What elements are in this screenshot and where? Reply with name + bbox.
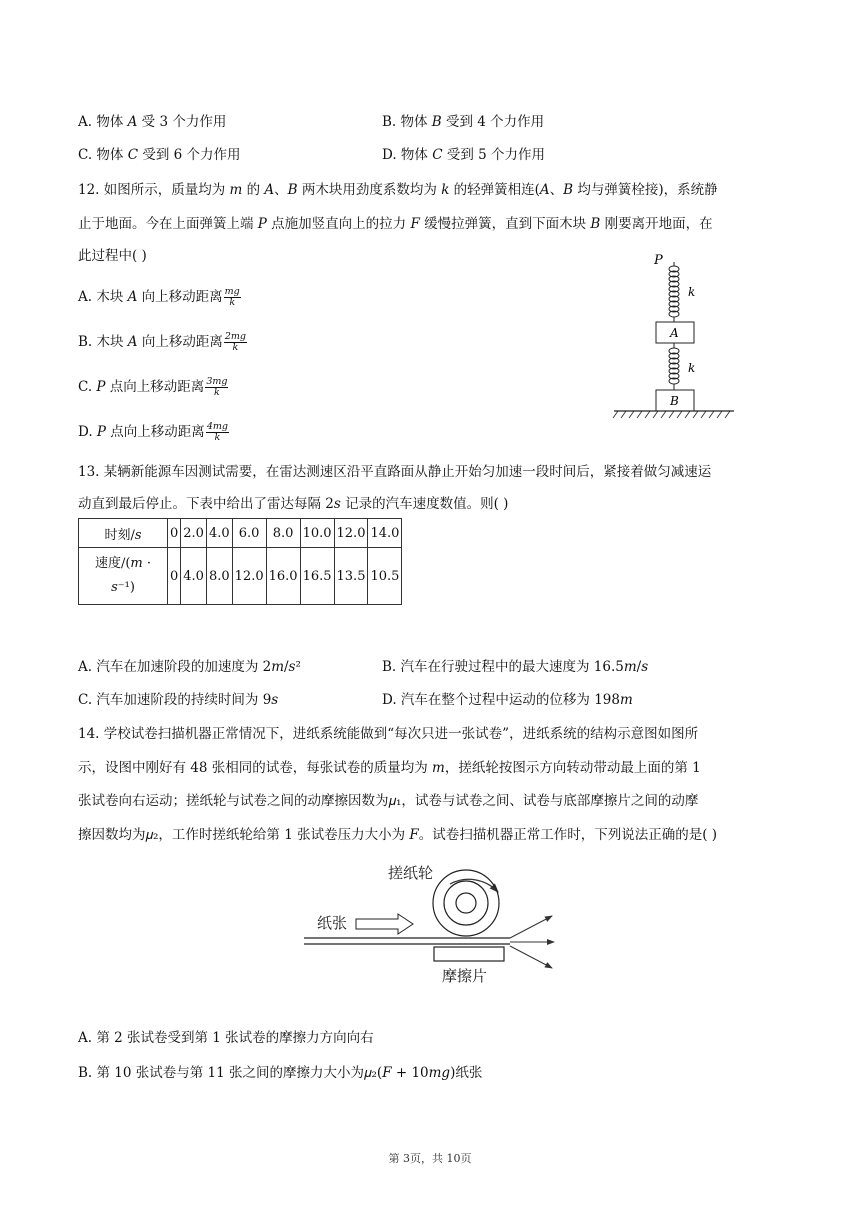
q11-option-d: D. 物体 𝐶 受到 5 个力作用 xyxy=(382,147,546,163)
label-a: A xyxy=(670,326,679,340)
q13-option-c: C. 汽车加速阶段的持续时间为 9𝑠 xyxy=(78,692,279,708)
q13-stem-line1: 13. 某辆新能源车因测试需要，在雷达测速区沿平直路面从静止开始匀加速一段时间后，紧接着做匀减速运 xyxy=(78,464,712,480)
label-p: P xyxy=(654,253,663,268)
q12-stem-line3: 此过程中( ) xyxy=(78,248,147,264)
table-cell: 14.0 xyxy=(368,519,402,548)
q14-stem-line4: 擦因数均为𝜇₂，工作时搓纸轮给第 1 张试卷压力大小为 𝐹。试卷扫描机器正常工作时，下列说法正确的是( ) xyxy=(78,827,718,843)
q11-option-b: B. 物体 𝐵 受到 4 个力作用 xyxy=(382,114,545,130)
table-cell: 16.5 xyxy=(300,548,334,605)
q14-stem-line1: 14. 学校试卷扫描机器正常情况下，进纸系统能做到“每次只进一张试卷”，进纸系统的结构示意图如图所 xyxy=(78,726,699,742)
fraction: $\frac{2mg}{k}$ xyxy=(224,331,246,353)
roller-label: 搓纸轮 xyxy=(388,864,434,882)
q12-stem-line1: 12. 如图所示，质量均为 𝑚 的 𝐴、𝐵 两木块用劲度系数均为 𝑘 的轻弹簧相连(𝐴、𝐵 均与弹簧栓接)，系统静 xyxy=(78,182,718,198)
table-cell: 4.0 xyxy=(206,519,232,548)
fraction: $\frac{mg}{k}$ xyxy=(224,286,240,308)
table-header-speed: 速度/(𝑚 · 𝑠⁻¹) xyxy=(79,548,168,605)
q14-option-a: A. 第 2 张试卷受到第 1 张试卷的摩擦力方向向右 xyxy=(78,1030,374,1046)
q11-option-c: C. 物体 𝐶 受到 6 个力作用 xyxy=(78,147,241,163)
table-cell: 8.0 xyxy=(206,548,232,605)
paper-label: 纸张 xyxy=(317,914,348,932)
paper-direction-arrow-icon xyxy=(356,914,413,934)
upper-spring xyxy=(669,262,679,322)
table-cell: 8.0 xyxy=(266,519,300,548)
output-arrow-up-icon xyxy=(510,916,552,938)
table-cell: 10.0 xyxy=(300,519,334,548)
q11-option-a: A. 物体 𝐴 受 3 个力作用 xyxy=(78,114,227,130)
table-cell: 12.0 xyxy=(232,548,266,605)
q14-stem-line2: 示，设图中刚好有 48 张相同的试卷，每张试卷的质量均为 𝑚，搓纸轮按图示方向转动带动最上面的第 1 xyxy=(78,760,701,776)
output-arrow-down-icon xyxy=(510,946,552,968)
q14-option-b: B. 第 10 张试卷与第 11 张之间的摩擦力大小为𝜇₂(𝐹 + 10𝑚𝑔)纸张 xyxy=(78,1065,483,1081)
fraction: $\frac{3mg}{k}$ xyxy=(206,376,228,398)
q12-option-a: A. 木块 𝐴 向上移动距离 $\frac{mg}{k}$ xyxy=(78,286,240,308)
page-footer: 第 3页，共 10页 xyxy=(388,1152,472,1165)
friction-pad xyxy=(434,947,504,961)
spring-block-figure xyxy=(612,250,742,425)
label-k-upper: k xyxy=(688,285,696,299)
ground-hatch xyxy=(613,411,730,418)
table-cell: 0 xyxy=(168,519,181,548)
q13-option-d: D. 汽车在整个过程中运动的位移为 198𝑚 xyxy=(382,692,633,708)
table-cell: 2.0 xyxy=(181,519,207,548)
q12-option-c: C. 𝑃 点向上移动距离 $\frac{3mg}{k}$ xyxy=(78,376,228,398)
label-b: B xyxy=(670,394,679,408)
lower-spring xyxy=(669,343,679,390)
q14-stem-line3: 张试卷向右运动；搓纸轮与试卷之间的动摩擦因数为𝜇₁，试卷与试卷之间、试卷与底部摩擦片之间的动摩 xyxy=(78,793,699,809)
q13-option-a: A. 汽车在加速阶段的加速度为 2𝑚/𝑠² xyxy=(78,659,301,675)
q12-stem-line2: 止于地面。今在上面弹簧上端 𝑃 点施加竖直向上的拉力 𝐹 缓慢拉弹簧，直到下面木块 𝐵 刚要离开地面，在 xyxy=(78,216,713,232)
table-cell: 0 xyxy=(168,548,181,605)
speed-table xyxy=(78,518,402,605)
table-header-time: 时刻/𝑠 xyxy=(79,519,168,548)
table-cell: 10.5 xyxy=(368,548,402,605)
table-cell: 12.0 xyxy=(334,519,368,548)
q12-option-d: D. 𝑃 点向上移动距离 $\frac{4mg}{k}$ xyxy=(78,421,228,443)
q12-option-b: B. 木块 𝐴 向上移动距离 $\frac{2mg}{k}$ xyxy=(78,331,246,353)
table-row xyxy=(79,519,402,548)
paper-feed-figure xyxy=(300,856,560,991)
pad-label: 摩擦片 xyxy=(442,967,488,985)
fraction: $\frac{4mg}{k}$ xyxy=(206,421,228,443)
table-cell: 4.0 xyxy=(181,548,207,605)
table-cell: 16.0 xyxy=(266,548,300,605)
table-cell: 13.5 xyxy=(334,548,368,605)
table-cell: 6.0 xyxy=(232,519,266,548)
table-row xyxy=(79,548,402,605)
q13-option-b: B. 汽车在行驶过程中的最大速度为 16.5𝑚/𝑠 xyxy=(382,659,649,675)
q13-stem-line2: 动直到最后停止。下表中给出了雷达每隔 2𝑠 记录的汽车速度数值。则( ) xyxy=(78,496,509,512)
label-k-lower: k xyxy=(688,361,696,375)
